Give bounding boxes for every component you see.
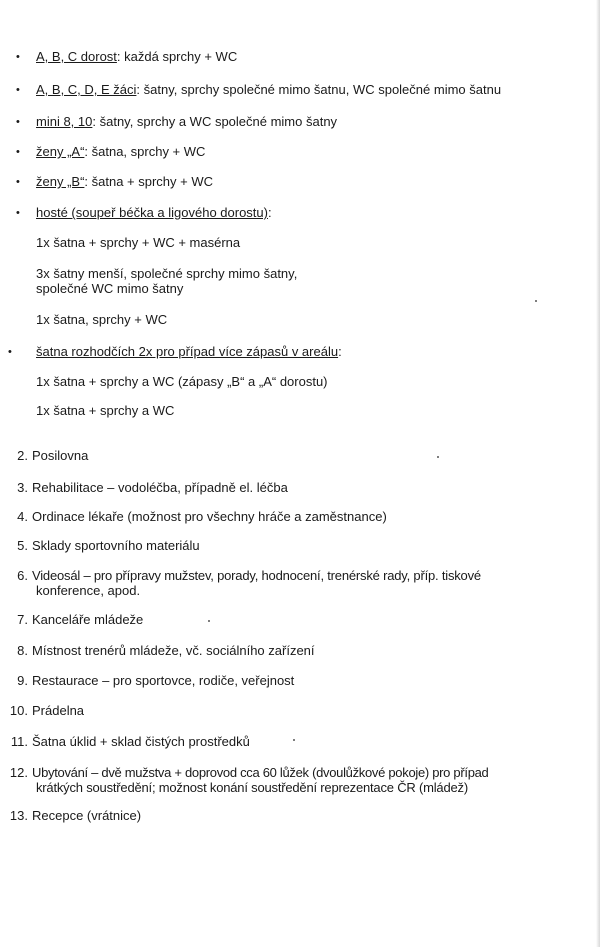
numbered-item-continued: krátkých soustředění; možnost konání soustředění reprezentace ČR (mládež) xyxy=(36,780,468,795)
bullet-item-zaci xyxy=(36,82,501,97)
bullet-marker: • xyxy=(8,346,12,358)
scan-speck xyxy=(535,300,537,302)
list-number: 10. xyxy=(9,703,28,718)
bullet-marker: • xyxy=(16,207,20,219)
bullet-text: : xyxy=(267,205,272,220)
list-number: 13. xyxy=(9,808,28,823)
scan-speck xyxy=(293,739,295,741)
list-number: 3. xyxy=(17,480,28,495)
bullet-marker: • xyxy=(16,146,20,158)
referee-subitem: 1x šatna + sprchy a WC xyxy=(36,403,175,418)
bullet-marker: • xyxy=(16,51,20,63)
list-number: 8. xyxy=(17,643,28,658)
bullet-label: ženy „B“ xyxy=(36,174,85,189)
numbered-item-continued: konference, apod. xyxy=(36,583,141,598)
bullet-item-mini xyxy=(36,114,337,129)
bullet-item-hoste xyxy=(36,205,272,220)
list-number: 5. xyxy=(17,538,28,553)
bullet-marker: • xyxy=(16,176,20,188)
guests-subitem: 3x šatny menší, společné sprchy mimo šatny, xyxy=(36,266,298,281)
bullet-text: : xyxy=(338,344,342,359)
bullet-marker: • xyxy=(16,84,20,96)
bullet-text: : každá sprchy + WC xyxy=(116,49,238,64)
list-number: 11. xyxy=(10,734,28,749)
list-number: 9. xyxy=(17,673,28,688)
numbered-item: Recepce (vrátnice) xyxy=(32,808,142,823)
bullet-text: : šatna, sprchy + WC xyxy=(84,144,206,159)
numbered-item: Místnost trenérů mládeže, vč. sociálního zařízení xyxy=(32,643,315,658)
bullet-label: A, B, C dorost xyxy=(36,49,117,64)
bullet-text: : šatna + sprchy + WC xyxy=(84,174,214,189)
guests-subitem-continued: společné WC mimo šatny xyxy=(36,281,184,296)
bullet-marker: • xyxy=(16,116,20,128)
list-number: 2. xyxy=(17,448,28,463)
numbered-item: Ordinace lékaře (možnost pro všechny hráče a zaměstnance) xyxy=(32,509,387,524)
scan-edge-shadow xyxy=(596,0,600,947)
guests-subitem: 1x šatna + sprchy + WC + masérna xyxy=(36,235,241,250)
referee-subitem: 1x šatna + sprchy a WC (zápasy „B“ a „A“ dorostu) xyxy=(36,374,328,389)
numbered-item: Restaurace – pro sportovce, rodiče, veřejnost xyxy=(32,673,295,688)
numbered-item: Šatna úklid + sklad čistých prostředků xyxy=(32,734,250,749)
list-number: 7. xyxy=(17,612,28,627)
bullet-label: ženy „A“ xyxy=(36,144,85,159)
numbered-item: Videosál – pro přípravy mužstev, porady, hodnocení, trenérské rady, příp. tiskové xyxy=(32,568,481,583)
numbered-item: Prádelna xyxy=(32,703,85,718)
scan-speck xyxy=(208,620,210,622)
bullet-label: hosté (soupeř béčka a ligového dorostu) xyxy=(36,205,268,220)
numbered-item: Kanceláře mládeže xyxy=(32,612,144,627)
guests-subitem: 1x šatna, sprchy + WC xyxy=(36,312,168,327)
bullet-text: : šatny, sprchy a WC společné mimo šatny xyxy=(92,114,338,129)
bullet-label: A, B, C, D, E žáci xyxy=(36,82,137,97)
list-number: 6. xyxy=(17,568,28,583)
list-number: 4. xyxy=(17,509,28,524)
numbered-item: Rehabilitace – vodoléčba, případně el. léčba xyxy=(32,480,288,495)
bullet-label: šatna rozhodčích 2x pro případ více zápasů v areálu xyxy=(36,344,339,359)
bullet-text: : šatny, sprchy společné mimo šatnu, WC společné mimo šatnu xyxy=(136,82,502,97)
bullet-item-zeny-b xyxy=(36,174,213,189)
bullet-item-rozhodci xyxy=(36,344,342,359)
bullet-item-dorost xyxy=(36,49,237,64)
list-number: 12. xyxy=(9,765,28,780)
bullet-label: mini 8, 10 xyxy=(36,114,93,129)
bullet-item-zeny-a xyxy=(36,144,205,159)
scan-speck xyxy=(437,456,439,458)
numbered-item: Posilovna xyxy=(32,448,89,463)
numbered-item: Ubytování – dvě mužstva + doprovod cca 60 lůžek (dvoulůžkové pokoje) pro případ xyxy=(32,765,489,780)
numbered-item: Sklady sportovního materiálu xyxy=(32,538,200,553)
